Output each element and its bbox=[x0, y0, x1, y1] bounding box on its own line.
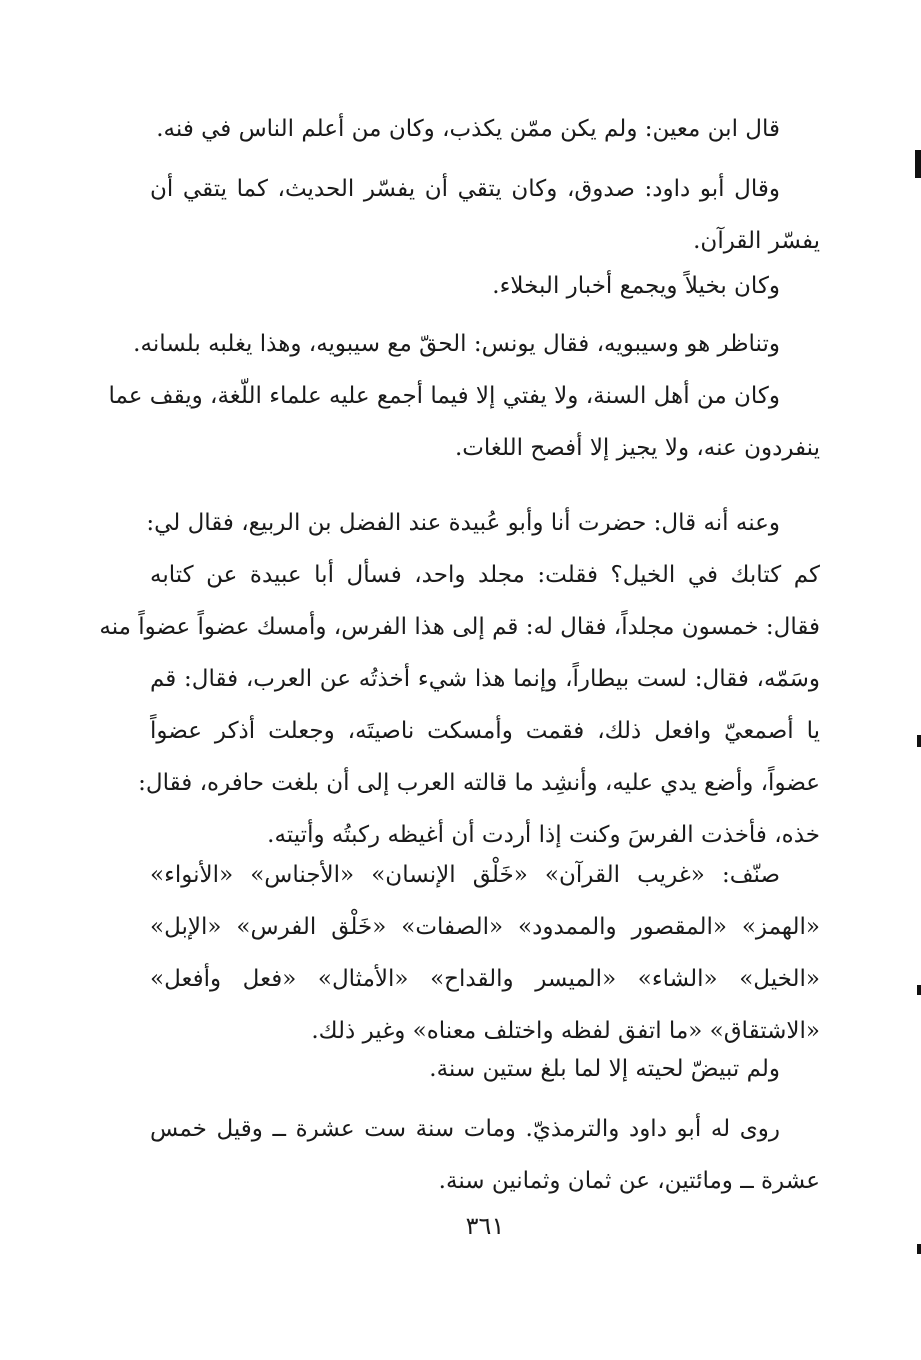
text-line: يفسّر القرآن. bbox=[693, 228, 820, 254]
paragraph-ahl-sunna bbox=[108, 370, 820, 474]
scan-edge-mark bbox=[917, 985, 921, 995]
paragraph-abu-dawud bbox=[150, 163, 820, 267]
text-line: «الهمز» «المقصور والممدود» «الصفات» «خَلْق الفرس» «الإبل» bbox=[150, 914, 820, 940]
paragraph-horse-anecdote bbox=[99, 497, 820, 861]
paragraph-works-list bbox=[150, 849, 820, 1057]
text-line: ولم تبيضّ لحيته إلا لما بلغ ستين سنة. bbox=[429, 1056, 780, 1082]
text-line: كم كتابك في الخيل؟ فقلت: مجلد واحد، فسأل أبا عبيدة عن كتابه bbox=[150, 562, 820, 588]
text-line: «الاشتقاق» «ما اتفق لفظه واختلف معناه» وغير ذلك. bbox=[311, 1018, 820, 1044]
scan-edge-mark bbox=[917, 1244, 921, 1254]
text-line: وعنه أنه قال: حضرت أنا وأبو عُبيدة عند الفضل بن الربيع، فقال لي: bbox=[146, 510, 780, 536]
text-line: عضواً، وأضع يدي عليه، وأنشِد ما قالته العرب إلى أن بلغت حافره، فقال: bbox=[138, 770, 820, 796]
text-line: خذه، فأخذت الفرسَ وكنت إذا أردت أن أغيظه ركبتُه وأتيته. bbox=[267, 822, 820, 848]
text-line: «الخيل» «الشاء» «الميسر والقداح» «الأمثال» «فعل وأفعل» bbox=[150, 966, 820, 992]
text-line: يا أصمعيّ وافعل ذلك، فقمت وأمسكت ناصيتَه، وجعلت أذكر عضواً bbox=[150, 718, 820, 744]
text-line: ينفردون عنه، ولا يجيز إلا أفصح اللغات. bbox=[454, 435, 820, 461]
text-line: وكان من أهل السنة، ولا يفتي إلا فيما أجمع عليه علماء اللّغة، ويقف عما bbox=[108, 383, 780, 409]
scan-edge-mark bbox=[917, 735, 921, 747]
paragraph-ibn-maeen bbox=[150, 103, 820, 155]
text-line: وسَمّه، فقال: لست بيطاراً، وإنما هذا شيء أخذتُه عن العرب، فقال: قم bbox=[150, 666, 820, 692]
paragraph-death bbox=[150, 1103, 820, 1207]
page-number: ٣٦١ bbox=[465, 1212, 505, 1240]
paragraph-bukhala bbox=[150, 260, 820, 312]
text-line: روى له أبو داود والترمذيّ. ومات سنة ست عشرة ــ وقيل خمس bbox=[150, 1116, 780, 1142]
text-line: وقال أبو داود: صدوق، وكان يتقي أن يفسّر الحديث، كما يتقي أن bbox=[150, 176, 780, 202]
text-line: وكان بخيلاً ويجمع أخبار البخلاء. bbox=[492, 273, 780, 299]
scan-edge-mark bbox=[915, 150, 921, 178]
text-line: وتناظر هو وسيبويه، فقال يونس: الحقّ مع سيبويه، وهذا يغلبه بلسانه. bbox=[133, 331, 780, 357]
paragraph-sibawayh bbox=[133, 318, 820, 370]
text-line: قال ابن معين: ولم يكن ممّن يكذب، وكان من أعلم الناس في فنه. bbox=[156, 116, 780, 142]
text-line: صنّف: «غريب القرآن» «خَلْق الإنسان» «الأجناس» «الأنواء» bbox=[150, 862, 780, 888]
text-line: عشرة ــ ومائتين، عن ثمان وثمانين سنة. bbox=[438, 1168, 820, 1194]
text-line: فقال: خمسون مجلداً، فقال له: قم إلى هذا الفرس، وأمسك عضواً عضواً منه bbox=[99, 614, 820, 640]
paragraph-beard bbox=[150, 1043, 820, 1095]
